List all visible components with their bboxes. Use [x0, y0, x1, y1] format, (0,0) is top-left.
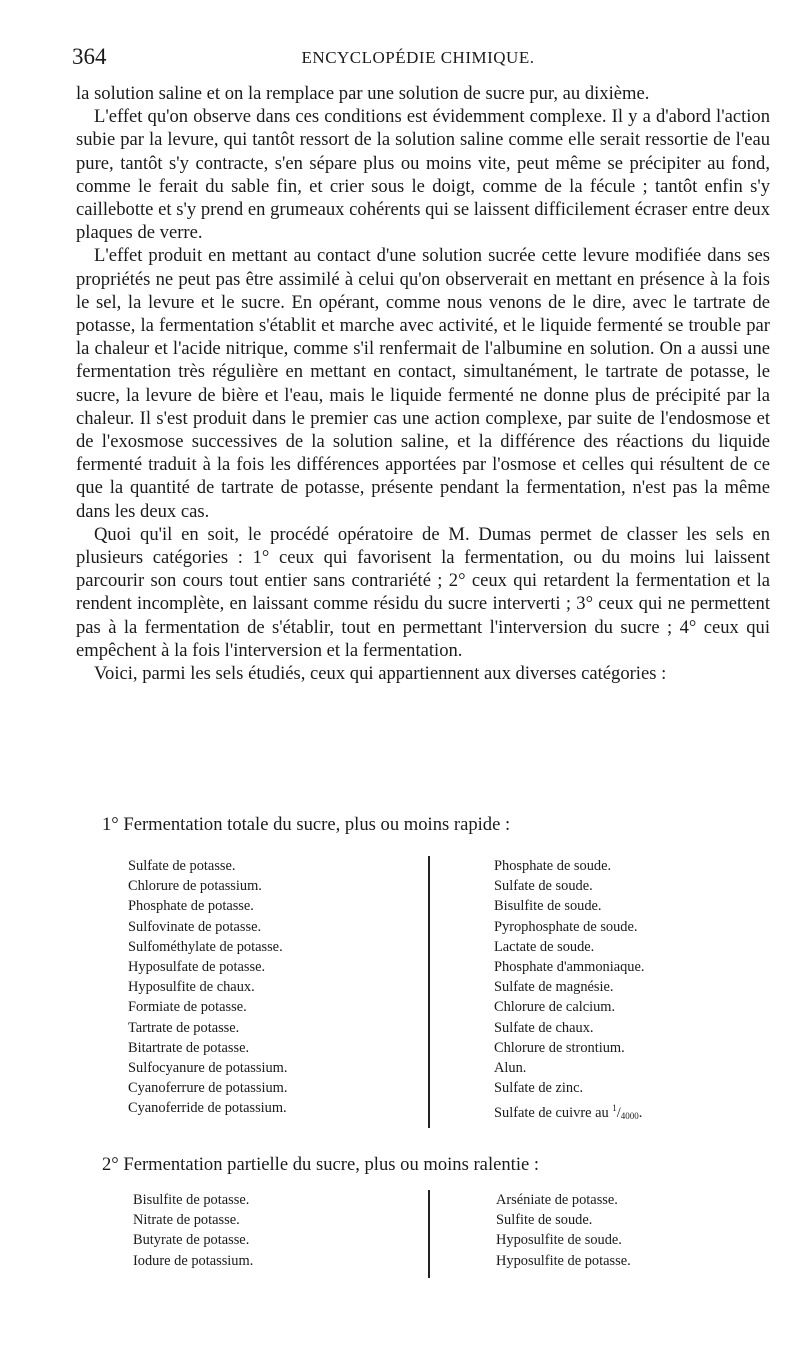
- list-item: Sulfate de zinc.: [494, 1080, 584, 1097]
- paragraph: L'effet qu'on observe dans ces conditions est évidemment complexe. Il y a d'abord l'action subie par la levure, qui tantôt ressort de la solution saline comme elle serait ressortie de l'eau pure, tantôt s'y contracte, s'en sépare plus ou moins vite, peut même se précipiter au fond, comme le ferait du sable fin, et crier sous le doigt, comme de la fécule ; tantôt enfin s'y caillebotte et s'y prend en grumeaux cohérents qui se laissent difficilement écraser entre deux plaques de verre.: [76, 106, 770, 244]
- list-item: Phosphate de soude.: [494, 858, 612, 874]
- list-item: Hyposulfite de soude.: [496, 1232, 622, 1249]
- list-item: Sulfate de soude.: [494, 878, 593, 895]
- list-item: Hyposulfate de potasse.: [128, 959, 266, 976]
- list-item: Chlorure de calcium.: [494, 999, 616, 1016]
- paragraph: L'effet produit en mettant au contact d'une solution sucrée cette levure modifiée dans ses propriétés ne peut pas être assimilé à celui qu'on observerait en mettant en présence à la fois le sel, la levure et le sucre. En opérant, comme nous venons de le dire, avec le tartrate de potasse, la fermentation s'établit et marche avec activité, et le liquide fermenté se trouble par la chaleur et l'acide nitrique, comme s'il renfermait de l'albumine en solution. On a aussi une fermentation très régulière en mettant en contact, simultanément, le tartrate de potasse, le sucre, la levure de bière et l'eau, mais le liquide fermenté ne donne plus de précipité par la chaleur. Il s'est produit dans le premier cas une action complexe, par suite de l'endosmose et de l'exosmose successives de la solution saline, et la différence des réactions du liquide fermenté traduit à la fois les différences apportées par l'osmose et celles qui résultent de ce que la quantité de tartrate de potasse, présente pendant la fermentation, n'est pas la même dans les deux cas.: [76, 245, 770, 522]
- list-item: Nitrate de potasse.: [133, 1212, 240, 1229]
- category-2-title: 2° Fermentation partielle du sucre, plus ou moins ralentie :: [102, 1154, 540, 1175]
- list-item: Bitartrate de potasse.: [128, 1039, 250, 1056]
- category-1-left-list: [128, 856, 287, 1119]
- list-item: Sulfate de potasse.: [128, 858, 236, 874]
- list-item: Sulfate de cuivre au $^1/_{4000}$.: [494, 1103, 643, 1122]
- list-item: Formiate de potasse.: [128, 999, 247, 1016]
- list-item: Pyrophosphate de soude.: [494, 918, 638, 935]
- list-item-text: Sulfate de cuivre au: [494, 1105, 609, 1122]
- list-item: Phosphate de potasse.: [128, 898, 254, 915]
- list-item: Cyanoferrure de potassium.: [128, 1080, 288, 1097]
- list-item: Chlorure de potassium.: [128, 878, 262, 895]
- body-text: [76, 82, 770, 685]
- category-2-right-list: [496, 1190, 631, 1271]
- list-item: Sulfate de chaux.: [494, 1019, 594, 1036]
- paragraph: Quoi qu'il en soit, le procédé opératoire de M. Dumas permet de classer les sels en plusieurs catégories : 1° ceux qui favorisent la fermentation, ou du moins lui laissent parcourir son cours tout entier sans contrariété ; 2° ceux qui retardent la fermentation et la rendent incomplète, en laissant comme résidu du sucre interverti ; 3° ceux qui ne permettent pas à la fermentation de s'établir, tout en permettant l'interversion du sucre ; 4° ceux qui empêchent à la fois l'interversion et la fermentation.: [76, 523, 770, 661]
- column-divider: [428, 1190, 430, 1278]
- list-item: Bisulfite de soude.: [494, 898, 602, 915]
- list-item: Butyrate de potasse.: [133, 1232, 250, 1249]
- list-item: Sulfate de magnésie.: [494, 979, 614, 996]
- paragraph: Voici, parmi les sels étudiés, ceux qui appartiennent aux diverses catégories :: [94, 663, 667, 685]
- list-item: Bisulfite de potasse.: [133, 1192, 250, 1208]
- list-item: Alun.: [494, 1060, 527, 1077]
- list-item: Hyposulfite de chaux.: [128, 979, 255, 996]
- category-1-right-list: [494, 856, 644, 1126]
- page-header: [72, 44, 764, 74]
- list-item: Hyposulfite de potasse.: [496, 1252, 631, 1269]
- list-item: Cyanoferride de potassium.: [128, 1100, 287, 1117]
- category-2-left-list: [133, 1190, 253, 1271]
- list-item: Arséniate de potasse.: [496, 1192, 618, 1208]
- list-item: Sulfocyanure de potassium.: [128, 1060, 288, 1077]
- running-title: ENCYCLOPÉDIE CHIMIQUE.: [301, 48, 535, 67]
- paragraph: la solution saline et on la remplace par une solution de sucre pur, au dixième.: [76, 83, 650, 104]
- fraction-denominator: 4000: [620, 1111, 639, 1122]
- list-item: Chlorure de strontium.: [494, 1039, 625, 1056]
- list-item: Sulfite de soude.: [496, 1212, 593, 1229]
- list-item: Sulfovinate de potasse.: [128, 918, 262, 935]
- column-divider: [428, 856, 430, 1128]
- list-item: Tartrate de potasse.: [128, 1019, 240, 1036]
- fraction-numerator: 1: [612, 1103, 617, 1114]
- list-item: Iodure de potassium.: [133, 1252, 254, 1269]
- page-number: 364: [72, 44, 107, 69]
- list-item: Sulfométhylate de potasse.: [128, 938, 283, 955]
- category-1-title: 1° Fermentation totale du sucre, plus ou moins rapide :: [102, 814, 511, 835]
- list-item: Lactate de soude.: [494, 938, 595, 955]
- list-item: Phosphate d'ammoniaque.: [494, 959, 645, 976]
